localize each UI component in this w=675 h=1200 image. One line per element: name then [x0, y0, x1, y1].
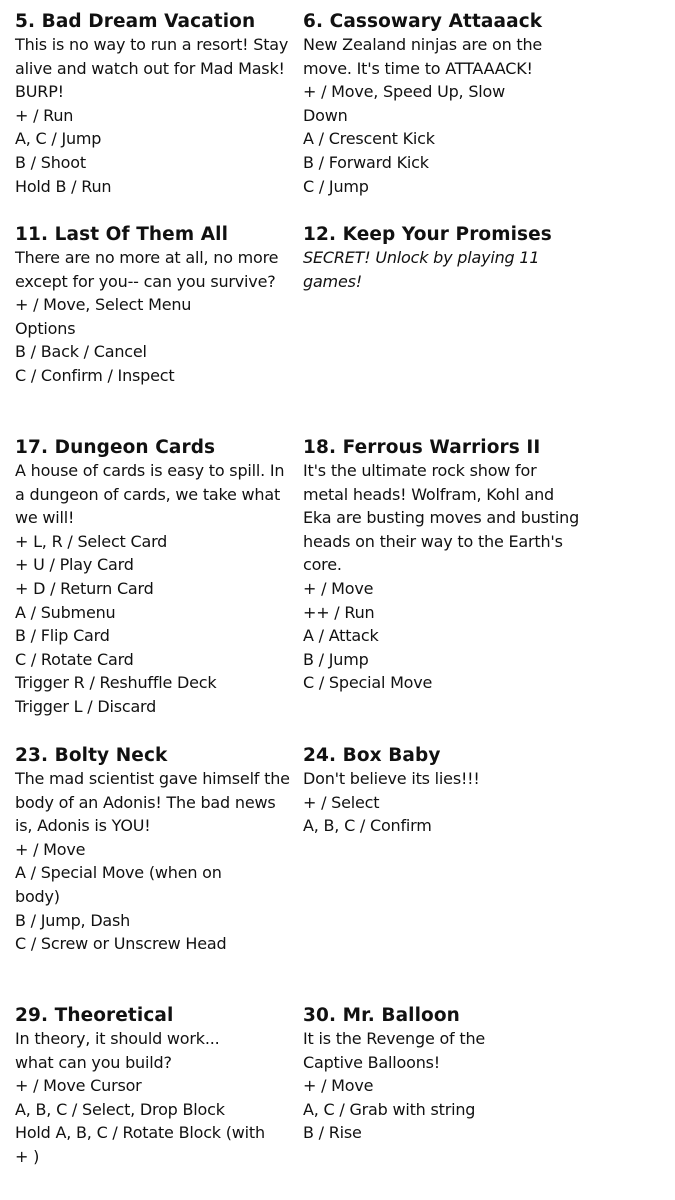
- game-description: It is the Revenge of the Captive Balloons!: [303, 1029, 486, 1072]
- control-line: + / Move Cursor: [15, 1076, 142, 1096]
- control-line: Trigger R / Reshuffle Deck: [15, 673, 217, 693]
- game-entry-dungeon-cards: [15, 436, 297, 719]
- game-description: Don't believe its lies!!!: [303, 769, 480, 788]
- control-line: A, B, C / Confirm: [303, 816, 432, 836]
- game-entry-mr-balloon: [303, 1004, 585, 1145]
- control-line: B / Jump: [303, 649, 369, 669]
- game-description: It's the ultimate rock show for metal heads! Wolfram, Kohl and Eka are busting moves and busting heads on their way to the Earth's core.: [303, 461, 580, 575]
- control-line: + D / Return Card: [15, 578, 154, 598]
- control-line: + / Move: [303, 578, 374, 598]
- game-title: 23. Bolty Neck: [15, 745, 168, 766]
- game-description: The mad scientist gave himself the body of an Adonis! The bad news is, Adonis is YOU!: [15, 769, 290, 836]
- control-line: A / Special Move (when on body): [15, 863, 222, 906]
- game-entry-bad-dream-vacation: [15, 10, 297, 198]
- control-line: C / Rotate Card: [15, 649, 134, 669]
- control-line: B / Shoot: [15, 152, 86, 172]
- game-entry-ferrous-warriors-ii: [303, 436, 585, 695]
- game-title: 11. Last Of Them All: [15, 224, 229, 245]
- control-line: B / Back / Cancel: [15, 342, 147, 362]
- control-line: B / Flip Card: [15, 626, 110, 646]
- control-line: ++ / Run: [303, 602, 375, 622]
- game-entry-box-baby: [303, 744, 585, 838]
- control-line: Trigger L / Discard: [15, 696, 157, 716]
- game-title: 5. Bad Dream Vacation: [15, 11, 256, 32]
- game-entry-cassowary-attaaack: [303, 10, 585, 198]
- control-line: + / Run: [15, 105, 74, 125]
- control-line: + U / Play Card: [15, 555, 134, 575]
- control-line: A, B, C / Select, Drop Block: [15, 1099, 225, 1119]
- control-line: A / Attack: [303, 626, 379, 646]
- control-line: B / Forward Kick: [303, 152, 429, 172]
- game-description: SECRET! Unlock by playing 11 games!: [303, 248, 540, 291]
- control-line: + L, R / Select Card: [15, 531, 168, 551]
- control-line: + / Move: [303, 1076, 374, 1096]
- control-line: C / Jump: [303, 176, 369, 196]
- control-line: A / Crescent Kick: [303, 129, 435, 149]
- control-line: + / Move, Speed Up, Slow Down: [303, 82, 506, 125]
- control-line: A / Submenu: [15, 602, 116, 622]
- game-entry-keep-your-promises: [303, 223, 585, 293]
- game-title: 30. Mr. Balloon: [303, 1005, 460, 1026]
- control-line: A, C / Grab with string: [303, 1099, 476, 1119]
- game-title: 12. Keep Your Promises: [303, 224, 552, 245]
- control-line: C / Confirm / Inspect: [15, 365, 175, 385]
- game-entry-last-of-them-all: [15, 223, 297, 388]
- control-line: C / Special Move: [303, 673, 433, 693]
- control-line: B / Jump, Dash: [15, 910, 131, 930]
- game-description: New Zealand ninjas are on the move. It's time to ATTAAACK!: [303, 35, 543, 78]
- game-entry-theoretical: [15, 1004, 297, 1169]
- game-title: 6. Cassowary Attaaack: [303, 11, 543, 32]
- control-line: A, C / Jump: [15, 129, 102, 149]
- game-entry-bolty-neck: [15, 744, 297, 956]
- control-line: Hold A, B, C / Rotate Block (with + ): [15, 1123, 265, 1166]
- game-title: 24. Box Baby: [303, 745, 441, 766]
- control-line: + / Move, Select Menu Options: [15, 295, 192, 338]
- control-line: + / Move: [15, 839, 86, 859]
- game-title: 17. Dungeon Cards: [15, 437, 216, 458]
- control-line: + / Select: [303, 792, 380, 812]
- game-description: This is no way to run a resort! Stay alive and watch out for Mad Mask! BURP!: [15, 35, 289, 102]
- control-line: C / Screw or Unscrew Head: [15, 934, 227, 954]
- game-description: A house of cards is easy to spill. In a dungeon of cards, we take what we will!: [15, 461, 285, 528]
- game-title: 18. Ferrous Warriors II: [303, 437, 541, 458]
- game-description: In theory, it should work... what can you build?: [15, 1029, 220, 1072]
- control-line: B / Rise: [303, 1123, 362, 1143]
- control-line: Hold B / Run: [15, 176, 112, 196]
- game-title: 29. Theoretical: [15, 1005, 174, 1026]
- game-description: There are no more at all, no more except for you-- can you survive?: [15, 248, 279, 291]
